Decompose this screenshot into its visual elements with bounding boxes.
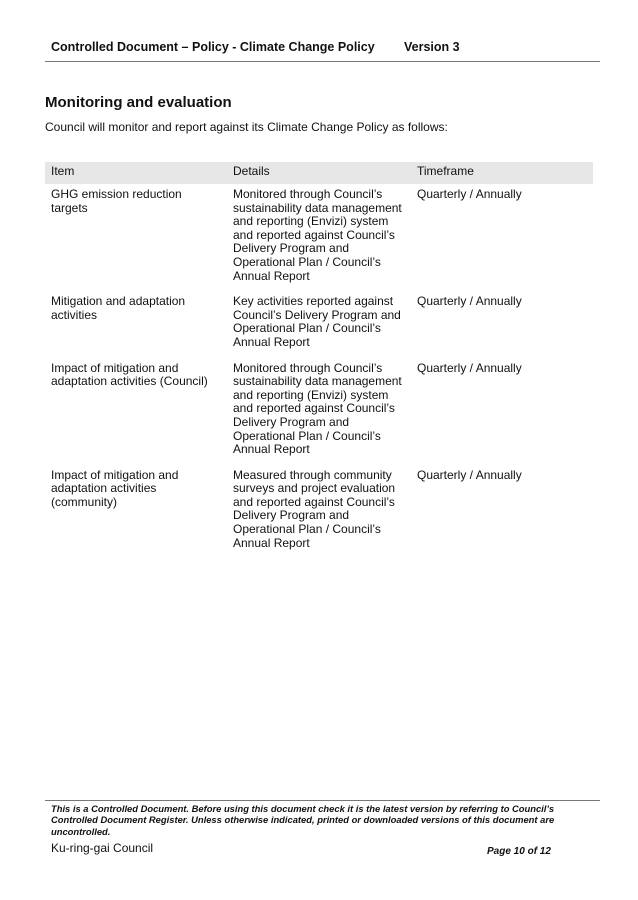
column-header-details: Details	[227, 162, 411, 184]
cell-details: Measured through community surveys and project evaluation and reported against Council’s Delivery Program and Operational Plan / Council’s Annual Report	[233, 467, 396, 550]
cell-timeframe: Quarterly / Annually	[417, 187, 522, 201]
footer-divider	[45, 800, 600, 801]
cell-timeframe: Quarterly / Annually	[417, 360, 522, 375]
table-row	[45, 465, 593, 559]
table-row	[45, 358, 593, 465]
controlled-document-notice: This is a Controlled Document. Before using this document check it is the latest version by referring to Council’s Controlled Document Register. Unless otherwise indicated, printed or downloaded versions of this document are uncontrolled.	[51, 803, 555, 837]
cell-item: Impact of mitigation and adaptation activities (community)	[51, 467, 179, 509]
cell-timeframe: Quarterly / Annually	[417, 467, 522, 482]
document-version: Version 3	[404, 40, 460, 54]
column-header-timeframe: Timeframe	[411, 162, 593, 184]
header-divider	[45, 61, 600, 62]
council-name: Ku-ring-gai Council	[51, 841, 154, 855]
section-heading: Monitoring and evaluation	[45, 94, 232, 111]
page-number: Page 10 of 12	[487, 846, 551, 857]
table-row	[45, 291, 593, 357]
table-header-row	[45, 162, 593, 184]
cell-item: Impact of mitigation and adaptation activities (Council)	[51, 360, 208, 389]
section-intro: Council will monitor and report against its Climate Change Policy as follows:	[45, 120, 448, 134]
cell-item: GHG emission reduction targets	[51, 187, 182, 215]
cell-details: Monitored through Council’s sustainability data management and reporting (Envizi) system and reported against Council’s Delivery Program and Operational Plan / Council’s Annual Report	[233, 187, 402, 283]
document-title: Controlled Document – Policy - Climate Change Policy	[51, 40, 375, 54]
document-header	[45, 40, 600, 62]
cell-timeframe: Quarterly / Annually	[417, 294, 522, 309]
table-row	[45, 184, 593, 291]
cell-details: Monitored through Council’s sustainability data management and reporting (Envizi) system and reported against Council’s Delivery Program and Operational Plan / Council’s Annual Report	[233, 360, 402, 457]
monitoring-table	[45, 162, 593, 558]
column-header-item: Item	[45, 162, 227, 184]
cell-details: Key activities reported against Council’s Delivery Program and Operational Plan / Council’s Annual Report	[233, 294, 401, 349]
cell-item: Mitigation and adaptation activities	[51, 294, 186, 322]
